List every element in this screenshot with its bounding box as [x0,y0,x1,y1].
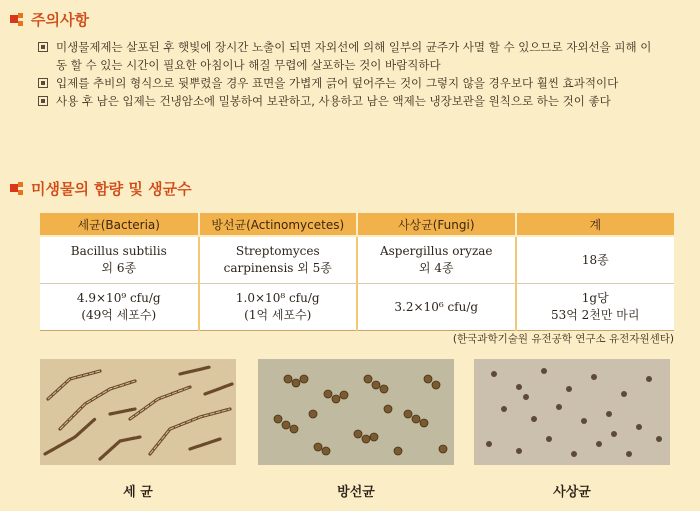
bacteria-chain-image [40,359,236,465]
cell-line: (1억 세포수) [244,308,312,322]
microbe-content-table [40,213,674,331]
header-fungi: 사상균(Fungi) [357,213,516,236]
header-bacteria: 세균(Bacteria) [40,213,199,236]
cell-line: Aspergillus oryzae [379,244,493,258]
precaution-text: 사용 후 남은 입제는 건냉암소에 밀봉하여 보관하고, 사용하고 남은 액제는 냉장보관을 원칙으로 하는 것이 좋다 [56,94,611,108]
species-row [40,236,674,284]
cell-line: 1.0×10⁸ cfu/g [235,291,320,305]
cell-line: carpinensis 외 5종 [223,261,332,275]
bacteria-micrograph [40,359,236,465]
header-total: 계 [516,213,675,236]
table-cell [516,236,675,284]
precaution-item [38,92,688,110]
cell-line: 18종 [581,252,609,267]
square-bullet-icon [38,42,48,52]
caption-actinomycetes: 방선균 [337,485,375,500]
table-cell [40,284,199,331]
precaution-item [38,74,688,92]
square-bullet-icon [38,78,48,88]
cell-line: Streptomyces [235,244,320,258]
actinomycetes-micrograph [258,359,454,465]
fungi-spores-image [474,359,670,465]
actinomycetes-spores-image [258,359,454,465]
cell-line: 3.2×10⁶ cfu/g [394,299,479,314]
source-note: (한국과학기술원 유전공학 연구소 유전자원센타) [452,333,674,345]
cell-line: 1g당 [581,291,609,305]
table-cell [357,284,516,331]
header-actinomycetes: 방선균(Actinomycetes) [199,213,358,236]
content-heading [10,178,192,199]
table-header-row [40,213,674,236]
precaution-text: 미생물제제는 살포된 후 햇빛에 장시간 노출이 되면 자외선에 의해 일부의 균주가 사멸 할 수 있으므로 자외선을 피해 이 [56,40,652,54]
cell-line: 외 4종 [418,261,454,275]
precaution-text: 입제를 추비의 형식으로 뒷뿌렸을 경우 표면을 가볍게 긁어 덮어주는 것이 그렇지 않을 경우보다 훨씬 효과적이다 [56,76,619,90]
table-cell [516,284,675,331]
table-cell [357,236,516,284]
content-title: 미생물의 함량 및 생균수 [31,180,192,198]
precaution-text-cont: 동 할 수 있는 시간이 필요한 아침이나 해질 무렵에 살포하는 것이 바람직하다 [56,58,441,72]
cell-line: 외 6종 [101,261,137,275]
caption-bacteria: 세 균 [123,485,153,500]
precaution-item [38,38,688,74]
table-cell [40,236,199,284]
cell-line: 4.9×10⁹ cfu/g [76,291,161,305]
caption-fungi: 사상균 [553,485,591,500]
precautions-list [38,38,688,110]
precautions-heading [10,9,89,30]
table-cell [199,236,358,284]
cell-line: 53억 2천만 마리 [551,308,640,322]
orange-square-bullet-icon [10,13,24,27]
count-row [40,284,674,331]
cell-line: Bacillus subtilis [70,244,167,258]
precautions-title: 주의사항 [31,11,89,29]
cell-line: (49억 세포수) [81,308,157,322]
orange-square-bullet-icon [10,182,24,196]
square-bullet-icon [38,96,48,106]
fungi-micrograph [474,359,670,465]
table-cell [199,284,358,331]
